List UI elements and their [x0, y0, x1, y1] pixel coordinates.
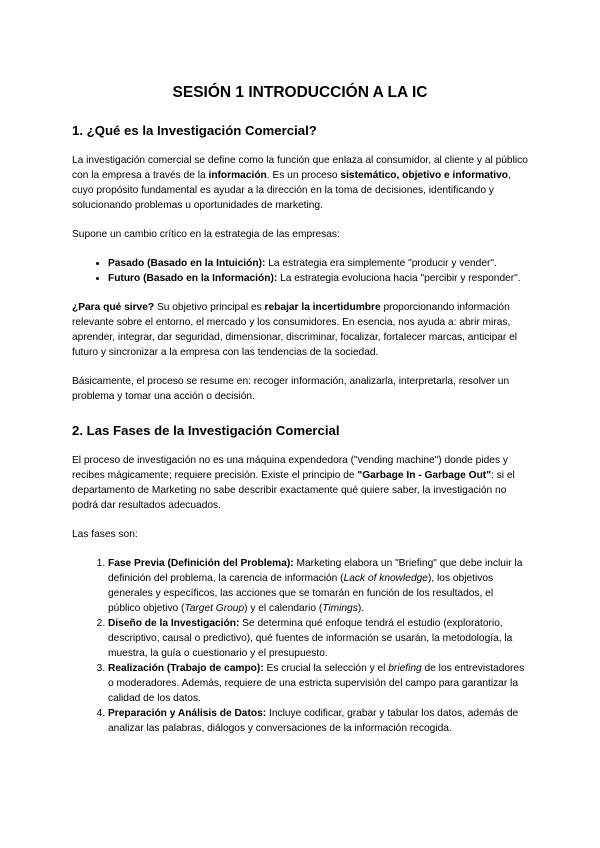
section-1-paragraph-definition: La investigación comercial se define como la función que enlaza al consumidor, al cliente y al público con la empresa a través de la información. Es un proceso sistemático, objetivo e informativo, cuyo propósito fundamental es ayudar a la dirección en la toma de decisiones, identificando y solucionando problemas u oportunidades de marketing. [72, 155, 528, 211]
phase-item-diseno: 2. Diseño de la Investigación: Se determina qué enfoque tendrá el estudio (exploratorio, descriptivo, causal o predictivo), qué fuentes de información se usarán, la metodología, la muestra, la guía o cuestionario y el presupuesto. [108, 616, 528, 661]
phase-item-preparacion: 4. Preparación y Análisis de Datos: Incluye codificar, grabar y tabular los datos, además de analizar las palabras, diálogos y conversaciones de la información recogida. [108, 706, 528, 736]
page-title: SESIÓN 1 INTRODUCCIÓN A LA IC [172, 84, 428, 101]
section-2-heading: 2. Las Fases de la Investigación Comercial [72, 423, 340, 438]
phase-item-previa: 1. Fase Previa (Definición del Problema): Marketing elabora un "Briefing" que debe incluir la definición del problema, la carencia de información (Lack of knowledge), los objetivos generales y específicos, las acciones que se tomarán en función de los resultados, el público objetivo (Target Group) y el calendario (Timings). [108, 556, 528, 616]
phases-numbered-list [72, 556, 528, 736]
bullet-item-future: • Futuro (Basado en la Información): La estrategia evoluciona hacia "percibir y responder". [108, 271, 528, 286]
section-1-paragraph-purpose: ¿Para qué sirve? Su objetivo principal es rebajar la incertidumbre proporcionando información relevante sobre el entorno, el mercado y los consumidores. En esencia, nos ayuda a: abrir miras, aprender, integrar, dar seguridad, dimensionar, discriminar, focalizar, fortalecer marcas, anticipar el futuro y sincronizar a la empresa con las tendencias de la sociedad. [72, 302, 518, 358]
strategy-bullet-list [72, 256, 528, 286]
section-1-heading: 1. ¿Qué es la Investigación Comercial? [72, 123, 317, 138]
bullet-item-past: • Pasado (Basado en la Intuición): La estrategia era simplemente "producir y vender". [108, 256, 528, 271]
section-2-paragraph-garbage: El proceso de investigación no es una máquina expendedora ("vending machine") donde pides y recibes mágicamente; requiere precisión. Existe el principio de "Garbage In - Garbage Out": si el departamento de Marketing no sabe describir exactamente qué quiere saber, la investigación no podrá dar resultados adecuados. [72, 455, 515, 511]
phase-item-realizacion: 3. Realización (Trabajo de campo): Es crucial la selección y el briefing de los entrevistadores o moderadores. Además, requiere de una estricta supervisión del campo para garantizar la calidad de los datos. [108, 661, 528, 706]
section-1-paragraph-strategy: Supone un cambio crítico en la estrategia de las empresas: [72, 229, 340, 240]
section-1-paragraph-summary: Básicamente, el proceso se resume en: recoger información, analizarla, interpretarla, resolver un problema y tomar una acción o decisión. [72, 376, 510, 402]
section-2-paragraph-phases-intro: Las fases son: [72, 529, 138, 540]
